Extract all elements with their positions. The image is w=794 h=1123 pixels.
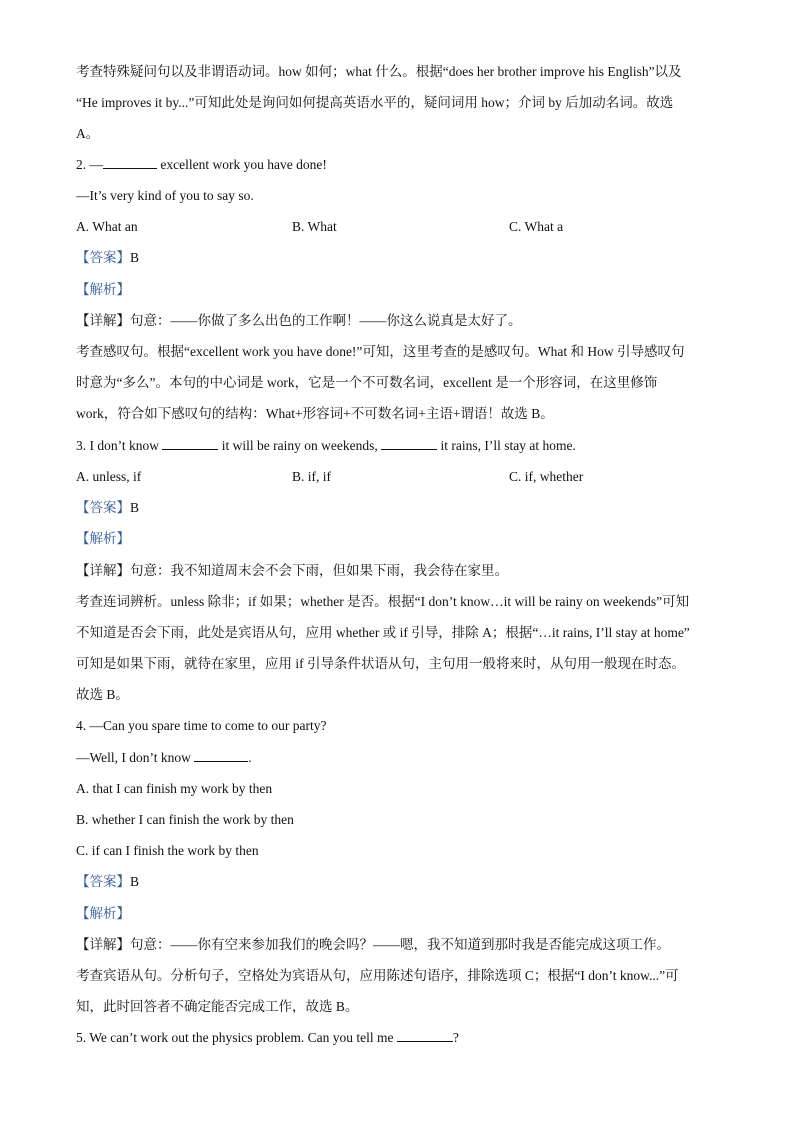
q4-option-c: C. if can I finish the work by then bbox=[76, 843, 259, 858]
q4-option-b: B. whether I can finish the work by then bbox=[76, 812, 294, 827]
q2-explain-line-3: work，符合如下感叹句的结构：What+形容词+不可数名词+主语+谓语！故选 B。 bbox=[76, 406, 554, 421]
q4-answer-tag: 【答案】 bbox=[76, 874, 130, 889]
q4-explain-line-2: 知，此时回答者不确定能否完成工作，故选 B。 bbox=[76, 999, 359, 1014]
q3-explain-line-2: 不知道是否会下雨，此处是宾语从句，应用 whether 或 if 引导，排除 A；根据“…it rains, I’ll stay at home” bbox=[76, 625, 690, 640]
q2-answer bbox=[76, 248, 139, 268]
q3-analysis-tag: 【解析】 bbox=[76, 531, 130, 546]
q3-blank-1 bbox=[162, 436, 218, 450]
q3-option-a: A. unless, if bbox=[76, 469, 142, 484]
q2-stem-text: excellent work you have done! bbox=[157, 157, 327, 172]
q3-stem-a: 3. I don’t know bbox=[76, 438, 163, 453]
q4-detail-text: 句意：——你有空来参加我们的晚会吗？——嗯，我不知道到那时我是否能完成这项工作。 bbox=[130, 937, 670, 952]
q2-detail-text: 句意：——你做了多么出色的工作啊！——你这么说真是太好了。 bbox=[130, 313, 522, 328]
q1-explain-line-2: “He improves it by...”可知此处是询问如何提高英语水平的，疑问词用 how；介词 by 后加动名词。故选 bbox=[76, 95, 674, 110]
q4-detail-tag: 【详解】 bbox=[76, 937, 130, 952]
q3-stem-b: it will be rainy on weekends, bbox=[218, 438, 382, 453]
q4-reply bbox=[76, 748, 252, 768]
q3-detail bbox=[76, 561, 508, 581]
q3-explain-line-4: 故选 B。 bbox=[76, 687, 129, 702]
q4-reply-b: . bbox=[248, 750, 252, 765]
q2-analysis-tag: 【解析】 bbox=[76, 282, 130, 297]
q1-explain-line-3: A。 bbox=[76, 126, 100, 141]
q4-analysis-tag: 【解析】 bbox=[76, 906, 130, 921]
q3-answer-tag: 【答案】 bbox=[76, 500, 130, 515]
q4-reply-a: —Well, I don’t know bbox=[76, 750, 195, 765]
q2-answer-value: B bbox=[130, 250, 140, 265]
q2-detail bbox=[76, 311, 522, 331]
q4-blank bbox=[194, 748, 248, 762]
q4-answer-value: B bbox=[130, 874, 140, 889]
q2-option-c: C. What a bbox=[509, 219, 564, 234]
q5-stem-b: ? bbox=[452, 1030, 459, 1045]
q2-explain-line-2: 时意为“多么”。本句的中心词是 work，它是一个不可数名词，excellent 是一个形容词，在这里修饰 bbox=[76, 375, 658, 390]
q3-stem bbox=[76, 436, 576, 456]
q3-blank-2 bbox=[381, 436, 437, 450]
q1-explain-line-1: 考查特殊疑问句以及非谓语动词。how 如何；what 什么。根据“does her brother improve his English”以及 bbox=[76, 64, 682, 79]
q2-detail-tag: 【详解】 bbox=[76, 313, 130, 328]
q3-stem-c: it rains, I’ll stay at home. bbox=[437, 438, 576, 453]
q2-option-a: A. What an bbox=[76, 219, 138, 234]
q4-explain-line-1: 考查宾语从句。分析句子，空格处为宾语从句，应用陈述句语序，排除选项 C；根据“I don’t know...”可 bbox=[76, 968, 679, 983]
q3-option-c: C. if, whether bbox=[509, 469, 584, 484]
q2-explain-line-1: 考查感叹句。根据“excellent work you have done!”可知，这里考查的是感叹句。What 和 How 引导感叹句 bbox=[76, 344, 685, 359]
q4-option-a: A. that I can finish my work by then bbox=[76, 781, 273, 796]
q3-option-b: B. if, if bbox=[292, 469, 331, 484]
q2-reply: —It’s very kind of you to say so. bbox=[76, 188, 254, 203]
q5-stem bbox=[76, 1028, 459, 1048]
q3-explain-line-1: 考查连词辨析。unless 除非；if 如果；whether 是否。根据“I don’t know…it will be rainy on weekends”可知 bbox=[76, 594, 690, 609]
q4-stem: 4. —Can you spare time to come to our party? bbox=[76, 718, 327, 733]
q3-answer-value: B bbox=[130, 500, 140, 515]
q2-answer-tag: 【答案】 bbox=[76, 250, 130, 265]
q5-stem-a: 5. We can’t work out the physics problem. Can you tell me bbox=[76, 1030, 397, 1045]
q3-explain-line-3: 可知是如果下雨，就待在家里，应用 if 引导条件状语从句，主句用一般将来时，从句用一般现在时态。 bbox=[76, 656, 685, 671]
q2-stem bbox=[76, 155, 327, 175]
q2-blank bbox=[103, 155, 157, 169]
q4-detail bbox=[76, 935, 670, 955]
q3-answer bbox=[76, 498, 139, 518]
q3-detail-tag: 【详解】 bbox=[76, 563, 130, 578]
q2-number: 2. — bbox=[76, 157, 103, 172]
q2-option-b: B. What bbox=[292, 219, 337, 234]
q4-answer bbox=[76, 872, 139, 892]
q5-blank bbox=[397, 1028, 453, 1042]
q3-detail-text: 句意：我不知道周末会不会下雨，但如果下雨，我会待在家里。 bbox=[130, 563, 508, 578]
